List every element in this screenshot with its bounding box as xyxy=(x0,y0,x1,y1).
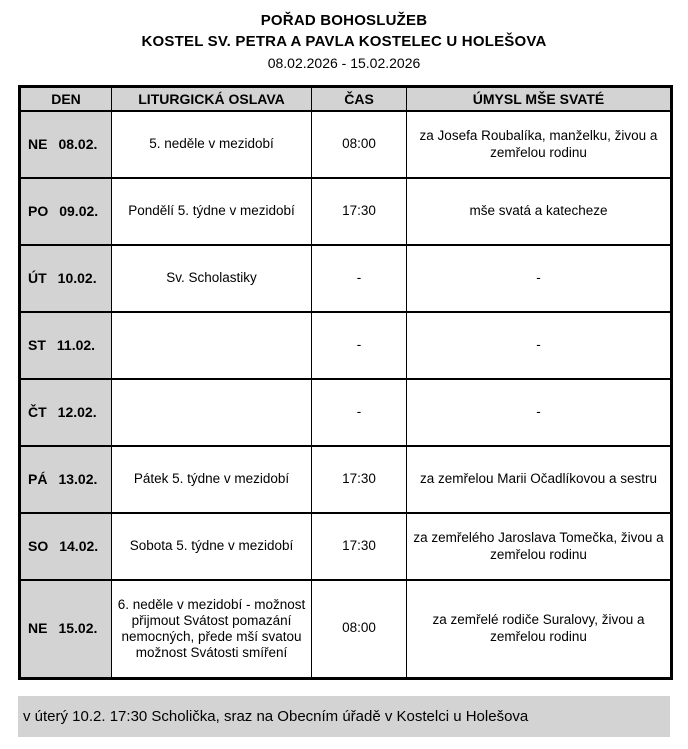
table-row xyxy=(20,379,672,446)
day-abbrev: NE xyxy=(28,135,48,152)
day-date: 14.02. xyxy=(59,537,99,554)
day-cell xyxy=(20,379,112,446)
footer-note: v úterý 10.2. 17:30 Scholička, sraz na Obecním úřadě v Kostelci u Holešova xyxy=(18,696,670,737)
day-abbrev: NE xyxy=(28,620,48,636)
intention-cell: - xyxy=(407,379,672,446)
title-block xyxy=(0,0,688,74)
celebration-cell: Sobota 5. týdne v mezidobí xyxy=(112,513,312,580)
intention-cell: za zemřelé rodiče Suralovy, živou a zemřelou rodinu xyxy=(407,580,672,678)
day-cell xyxy=(20,446,112,513)
time-cell: - xyxy=(312,245,407,312)
day-cell xyxy=(20,312,112,379)
table-row xyxy=(20,446,672,513)
intention-cell: za Josefa Roubalíka, manželku, živou a zemřelou rodinu xyxy=(407,111,672,178)
table-row xyxy=(20,580,672,678)
celebration-cell: Sv. Scholastiky xyxy=(112,245,312,312)
day-cell xyxy=(20,245,112,312)
table-row xyxy=(20,178,672,245)
day-abbrev: PO xyxy=(28,202,49,219)
day-cell xyxy=(20,580,112,678)
time-cell: 17:30 xyxy=(312,446,407,513)
intention-cell: mše svatá a katecheze xyxy=(407,178,672,245)
table-row xyxy=(20,312,672,379)
date-range: 08.02.2026 - 15.02.2026 xyxy=(267,55,421,71)
day-date: 15.02. xyxy=(58,620,98,636)
celebration-cell: Pátek 5. týdne v mezidobí xyxy=(112,446,312,513)
day-cell xyxy=(20,111,112,178)
col-header-liturgicka-oslava: LITURGICKÁ OSLAVA xyxy=(112,87,312,112)
day-date: 10.02. xyxy=(57,269,97,286)
time-cell: 17:30 xyxy=(312,178,407,245)
schedule-table xyxy=(18,85,673,680)
celebration-cell: Pondělí 5. týdne v mezidobí xyxy=(112,178,312,245)
table-row xyxy=(20,245,672,312)
time-cell: - xyxy=(312,312,407,379)
day-abbrev: ČT xyxy=(28,403,47,420)
time-cell: 08:00 xyxy=(312,111,407,178)
day-date: 12.02. xyxy=(57,403,97,420)
day-abbrev: SO xyxy=(28,537,49,554)
day-abbrev: PÁ xyxy=(28,470,48,487)
day-date: 11.02. xyxy=(56,336,96,353)
page-title: POŘAD BOHOSLUŽEB xyxy=(260,12,428,29)
day-date: 09.02. xyxy=(59,202,99,219)
day-cell xyxy=(20,513,112,580)
time-cell: 17:30 xyxy=(312,513,407,580)
church-name: KOSTEL SV. PETRA A PAVLA KOSTELEC U HOLEŠOVA xyxy=(141,33,547,50)
col-header-den: DEN xyxy=(20,87,112,112)
celebration-cell xyxy=(112,312,312,379)
day-abbrev: ÚT xyxy=(28,269,47,286)
celebration-cell: 6. neděle v mezidobí - možnost přijmout Svátost pomazání nemocných, přede mší svatou možnost Svátosti smíření xyxy=(112,580,312,678)
intention-cell: za zemřelého Jaroslava Tomečka, živou a zemřelou rodinu xyxy=(407,513,672,580)
time-cell: 08:00 xyxy=(312,580,407,678)
intention-cell: za zemřelou Marii Očadlíkovou a sestru xyxy=(407,446,672,513)
celebration-cell: 5. neděle v mezidobí xyxy=(112,111,312,178)
intention-cell: - xyxy=(407,312,672,379)
col-header-cas: ČAS xyxy=(312,87,407,112)
table-header-row xyxy=(20,87,672,112)
day-cell xyxy=(20,178,112,245)
day-date: 08.02. xyxy=(58,135,98,152)
intention-cell: - xyxy=(407,245,672,312)
day-abbrev: ST xyxy=(28,336,46,353)
time-cell: - xyxy=(312,379,407,446)
celebration-cell xyxy=(112,379,312,446)
col-header-umysl: ÚMYSL MŠE SVATÉ xyxy=(407,87,672,112)
table-row xyxy=(20,513,672,580)
table-row xyxy=(20,111,672,178)
day-date: 13.02. xyxy=(58,470,98,487)
